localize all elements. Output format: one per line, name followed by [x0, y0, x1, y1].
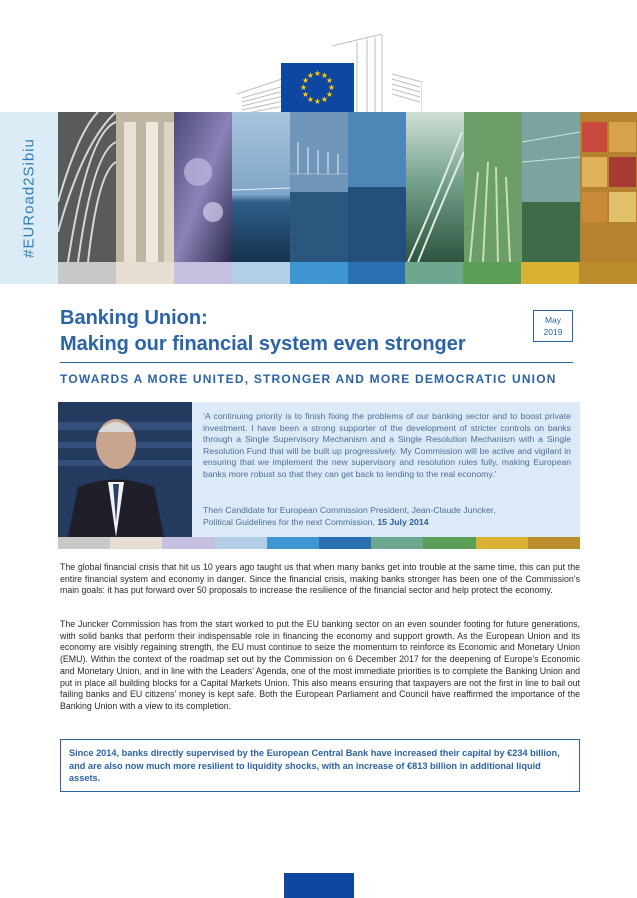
photo-fingerprint: [58, 112, 116, 262]
svg-text:★: ★: [306, 95, 315, 104]
svg-text:★: ★: [301, 90, 310, 99]
fact-text-3: in additional liquid assets.: [69, 760, 541, 784]
photo-wheat: [464, 112, 522, 262]
fact-amount-2: €813 billion: [406, 760, 458, 771]
tile: [58, 262, 116, 284]
key-fact-box: [60, 739, 580, 792]
tile: [215, 537, 267, 549]
attribution-line-1: Then Candidate for European Commission President, Jean-Claude Juncker,: [203, 505, 496, 515]
tile: [528, 537, 580, 549]
photo-dna: [406, 112, 464, 262]
svg-text:★: ★: [327, 83, 336, 92]
svg-text:★: ★: [320, 95, 329, 104]
tile: [405, 262, 463, 284]
tile: [116, 262, 174, 284]
svg-text:★: ★: [325, 90, 334, 99]
tile: [110, 537, 162, 549]
quote-text: ‘A continuing priority is to finish fixing the problems of our banking sector and to boost private investment. I have been a strong supporter of the development of stricter controls on banks through a Single Supervisory Mechanism and a Single Resolution Mechanism with a Single Resolution Fund that will be built up progressively. My Commission will be active and vigilant in ensuring that we implement the new supervisory and resolution rules fully, making European banks more robust so that they can get back to lending to the real economy.’: [203, 411, 571, 479]
photo-containers: [580, 112, 637, 262]
attribution-source: Political Guidelines for the next Commission,: [203, 516, 375, 527]
photo-ocean-blue: [348, 112, 406, 262]
tile: [162, 537, 214, 549]
footer-blue-block: [284, 873, 354, 898]
body-paragraph-2: The Juncker Commission has from the start worked to put the EU banking sector on an even sounder footing for future generations, with solid banks that perform their indispensable role in financing the economy and support growth. As the European Union and its economy are visibly regaining strength, the EU must continue to seize the momentum to reinforce its Economic and Monetary Union (EMU). Within the context of the roadmap set out by the Commission on 6 December 2017 for the deepening of Europe’s Economic and Monetary Union, and in line with the Leaders’ Agenda, one of the most immediate priorities is to complete the Banking Union and put in place all building blocks for a Capital Markets Union. This also means ensuring that taxpayers are not the first in line to bail out failing banks and EU citizens’ money is kept safe. Both the European Parliament and Council have reaffirmed the importance of the Banking Union with a view to its completion.: [60, 619, 580, 711]
photo-offshore-wind: [232, 112, 290, 262]
hashtag-label: #EURoad2Sibiu: [20, 138, 38, 258]
photo-greenhouse: [522, 112, 580, 262]
date-year: 2019: [543, 327, 563, 337]
tile: [579, 262, 637, 284]
color-tile-row-small: [58, 537, 580, 549]
tile: [232, 262, 290, 284]
svg-text:★: ★: [301, 76, 310, 85]
page-title: [60, 305, 466, 357]
body-paragraph-1: The global financial crisis that hit us 10 years ago taught us that when many banks get into trouble at the same time, this can put the entire financial system and economy in danger. Since the financial crisis, making banks stronger has been one of the Commission’s main goals: it has put forward over 50 proposals to increase the resilience of the financial sector and help protect the economy.: [60, 562, 580, 596]
svg-text:★: ★: [313, 97, 322, 106]
tile: [174, 262, 232, 284]
fact-amount-1: €234 billion: [507, 748, 558, 758]
tile: [521, 262, 579, 284]
quote-attribution: [203, 505, 571, 528]
svg-text:★: ★: [320, 71, 329, 80]
tile: [58, 537, 110, 549]
portrait-photo: [58, 402, 192, 537]
page-subtitle: TOWARDS A MORE UNITED, STRONGER AND MORE DEMOCRATIC UNION: [60, 372, 557, 386]
photo-columns: [116, 112, 174, 262]
photo-coins: [174, 112, 232, 262]
color-tile-row: [58, 262, 637, 284]
svg-text:★: ★: [306, 71, 315, 80]
tile: [319, 537, 371, 549]
tile: [371, 537, 423, 549]
date-month: May: [544, 315, 562, 325]
fact-text-2: , and are also now much more resilient to liquidity shocks, with an increase of: [69, 748, 560, 771]
photo-strip: [58, 112, 637, 262]
attribution-date: 15 July 2014: [377, 516, 429, 527]
svg-text:★: ★: [313, 69, 322, 78]
title-divider: [60, 362, 573, 363]
tile: [348, 262, 406, 284]
title-line-2: Making our financial system even stronger: [60, 333, 466, 355]
title-line-1: Banking Union:: [60, 307, 208, 329]
svg-text:★: ★: [325, 76, 334, 85]
date-badge: [533, 310, 573, 342]
fact-text-1: Since 2014, banks directly supervised by the European Central Bank have increased their capital by: [69, 748, 508, 758]
photo-wind-turbines: [290, 112, 348, 262]
attribution-line-2: [203, 517, 571, 529]
eu-flag-icon: [281, 63, 354, 112]
tile: [423, 537, 475, 549]
tile: [267, 537, 319, 549]
tile: [290, 262, 348, 284]
tile: [476, 537, 528, 549]
svg-text:★: ★: [299, 83, 308, 92]
tile: [463, 262, 521, 284]
